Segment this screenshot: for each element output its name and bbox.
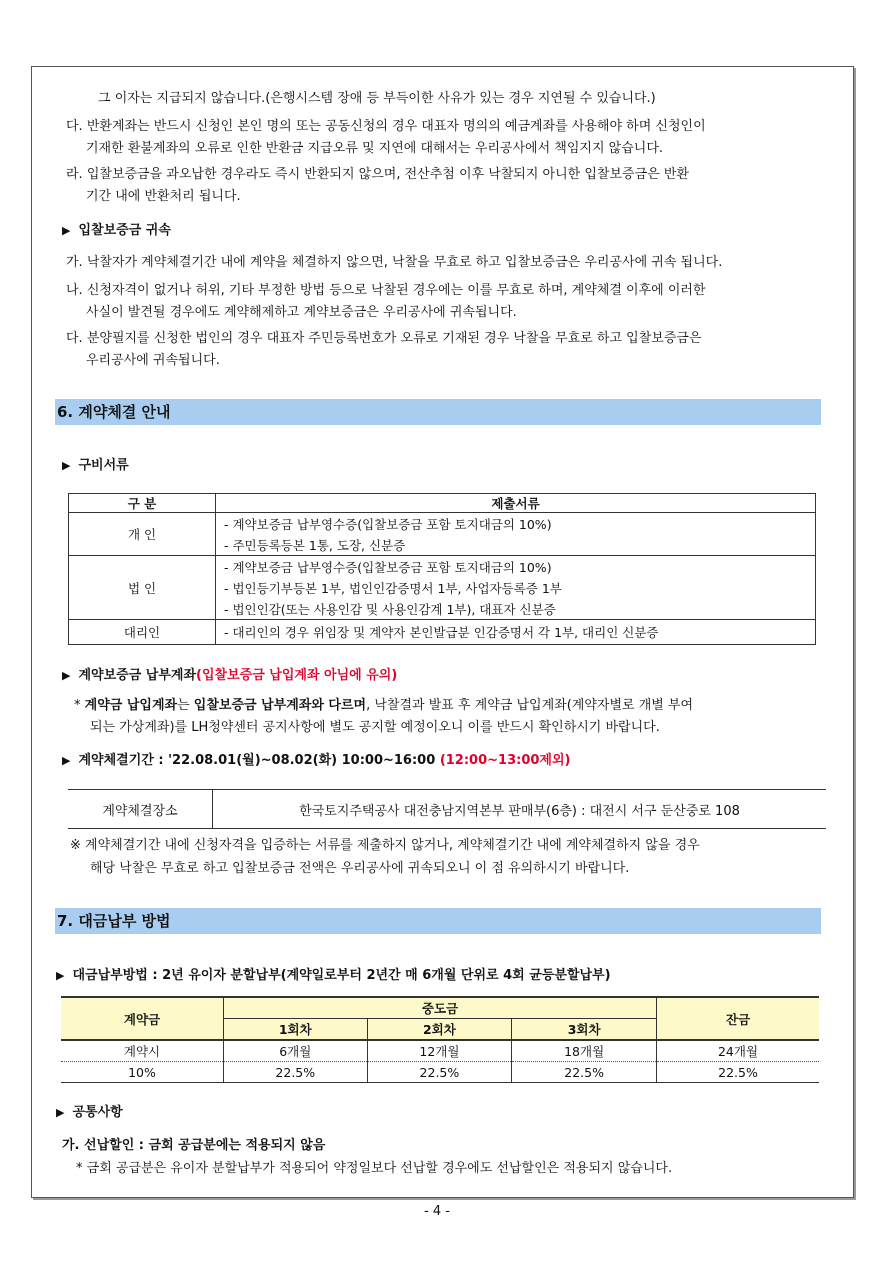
- triangle-bullet-icon: ▶: [56, 1106, 65, 1119]
- docs-item: - 법인등기부등본 1부, 법인인감증명서 1부, 사업자등록증 1부: [216, 577, 816, 598]
- docs-cat-corporation: 법 인: [69, 556, 216, 620]
- intro-line: 그 이자는 지급되지 않습니다.(은행시스템 장애 등 부득이한 사유가 있는 경우 지연될 수 있습니다.): [98, 91, 656, 106]
- forfeit-heading: ▶ 입찰보증금 귀속: [62, 223, 171, 238]
- pay-timing: 계약시: [61, 1040, 224, 1062]
- page-number: - 4 -: [424, 1204, 450, 1219]
- pay-rate: 22.5%: [224, 1062, 368, 1083]
- docs-heading: ▶ 구비서류: [62, 458, 129, 473]
- docs-item: - 주민등록등본 1통, 도장, 신분증: [216, 534, 816, 556]
- pay-timing: 24개월: [657, 1040, 820, 1062]
- forfeit-item-da-line1: 다. 분양필지를 신청한 법인의 경우 대표자 주민등록번호가 오류로 기재된 경우 낙찰을 무효로 하고 입찰보증금은: [66, 331, 702, 346]
- triangle-bullet-icon: ▶: [62, 459, 71, 472]
- pay-header-mid: 중도금: [224, 997, 657, 1019]
- account-note-line2: 되는 가상계좌)를 LH청약센터 공지사항에 별도 공지할 예정이오니 이를 반드시 확인하시기 바랍니다.: [90, 720, 660, 735]
- pay-timing: 12개월: [367, 1040, 512, 1062]
- forfeit-item-da-line2: 우리공사에 귀속됩니다.: [86, 353, 220, 368]
- payment-table: [61, 996, 819, 1083]
- common-heading: ▶ 공통사항: [56, 1105, 123, 1120]
- docs-item: - 계약보증금 납부영수증(입찰보증금 포함 토지대금의 10%): [216, 513, 816, 535]
- pay-rate: 22.5%: [367, 1062, 512, 1083]
- intro-item-da-line2: 기재한 환불계좌의 오류로 인한 반환금 지급오류 및 지연에 대해서는 우리공사에서 책임지지 않습니다.: [86, 141, 664, 156]
- pay-timing: 18개월: [512, 1040, 657, 1062]
- contract-place-table: [68, 789, 826, 829]
- caution-line2: 해당 낙찰은 무효로 하고 입찰보증금 전액은 우리공사에 귀속되오니 이 점 유의하시기 바랍니다.: [90, 861, 630, 876]
- docs-item: - 계약보증금 납부영수증(입찰보증금 포함 토지대금의 10%): [216, 556, 816, 578]
- docs-item: - 대리인의 경우 위임장 및 계약자 본인발급분 인감증명서 각 1부, 대리인 신분증: [216, 620, 816, 645]
- pay-sub-3: 3회차: [512, 1019, 657, 1041]
- period-heading: ▶ 계약체결기간 : '22.08.01(월)~08.02(화) 10:00~16:00 (12:00~13:00제외): [62, 753, 571, 768]
- triangle-bullet-icon: ▶: [62, 754, 71, 767]
- contract-place-label: 계약체결장소: [68, 790, 213, 829]
- section-6-title: 6. 계약체결 안내: [55, 399, 821, 425]
- forfeit-item-ga: 가. 낙찰자가 계약체결기간 내에 계약을 체결하지 않으면, 낙찰을 무효로 하고 입찰보증금은 우리공사에 귀속 됩니다.: [66, 255, 723, 270]
- docs-col-category: 구 분: [69, 494, 216, 513]
- docs-cat-individual: 개 인: [69, 513, 216, 556]
- forfeit-item-na-line1: 나. 신청자격이 없거나 허위, 기타 부정한 방법 등으로 낙찰된 경우에는 이를 무효로 하며, 계약체결 이후에 이러한: [66, 283, 706, 298]
- prepay-note: * 금회 공급분은 유이자 분할납부가 적용되어 약정일보다 선납할 경우에도 선납할인은 적용되지 않습니다.: [76, 1161, 673, 1176]
- caution-line1: ※ 계약체결기간 내에 신청자격을 입증하는 서류를 제출하지 않거나, 계약체결기간 내에 계약체결하지 않을 경우: [70, 838, 700, 853]
- documents-table: [68, 493, 816, 645]
- intro-item-da-line1: 다. 반환계좌는 반드시 신청인 본인 명의 또는 공동신청의 경우 대표자 명의의 예금계좌를 사용해야 하며 신청인이: [66, 119, 706, 134]
- pay-header-balance: 잔금: [657, 997, 820, 1040]
- docs-item: - 법인인감(또는 사용인감 및 사용인감계 1부), 대표자 신분증: [216, 598, 816, 620]
- section-7-title: 7. 대금납부 방법: [55, 908, 821, 934]
- docs-col-documents: 제출서류: [216, 494, 816, 513]
- method-heading: ▶ 대금납부방법 : 2년 유이자 분할납부(계약일로부터 2년간 매 6개월 단위로 4회 균등분할납부): [56, 968, 611, 983]
- pay-header-contract: 계약금: [61, 997, 224, 1040]
- triangle-bullet-icon: ▶: [62, 224, 71, 237]
- docs-cat-agent: 대리인: [69, 620, 216, 645]
- prepay-heading: 가. 선납할인 : 금회 공급분에는 적용되지 않음: [62, 1138, 326, 1153]
- forfeit-item-na-line2: 사실이 발견될 경우에도 계약해제하고 계약보증금은 우리공사에 귀속됩니다.: [86, 305, 517, 320]
- pay-sub-1: 1회차: [224, 1019, 368, 1041]
- triangle-bullet-icon: ▶: [62, 669, 71, 682]
- contract-place-value: 한국토지주택공사 대전충남지역본부 판매부(6층) : 대전시 서구 둔산중로 108: [299, 803, 740, 819]
- triangle-bullet-icon: ▶: [56, 969, 65, 982]
- pay-sub-2: 2회차: [367, 1019, 512, 1041]
- account-note-line1: * 계약금 납입계좌는 입찰보증금 납부계좌와 다르며, 낙찰결과 발표 후 계약금 납입계좌(계약자별로 개별 부여: [74, 698, 694, 713]
- pay-rate: 22.5%: [657, 1062, 820, 1083]
- intro-item-ra-line2: 기간 내에 반환처리 됩니다.: [86, 189, 241, 204]
- intro-item-ra-line1: 라. 입찰보증금을 과오납한 경우라도 즉시 반환되지 않으며, 전산추첨 이후 낙찰되지 아니한 입찰보증금은 반환: [66, 167, 689, 182]
- pay-rate: 22.5%: [512, 1062, 657, 1083]
- pay-rate: 10%: [61, 1062, 224, 1083]
- account-heading: ▶ 계약보증금 납부계좌(입찰보증금 납입계좌 아님에 유의): [62, 668, 398, 683]
- pay-timing: 6개월: [224, 1040, 368, 1062]
